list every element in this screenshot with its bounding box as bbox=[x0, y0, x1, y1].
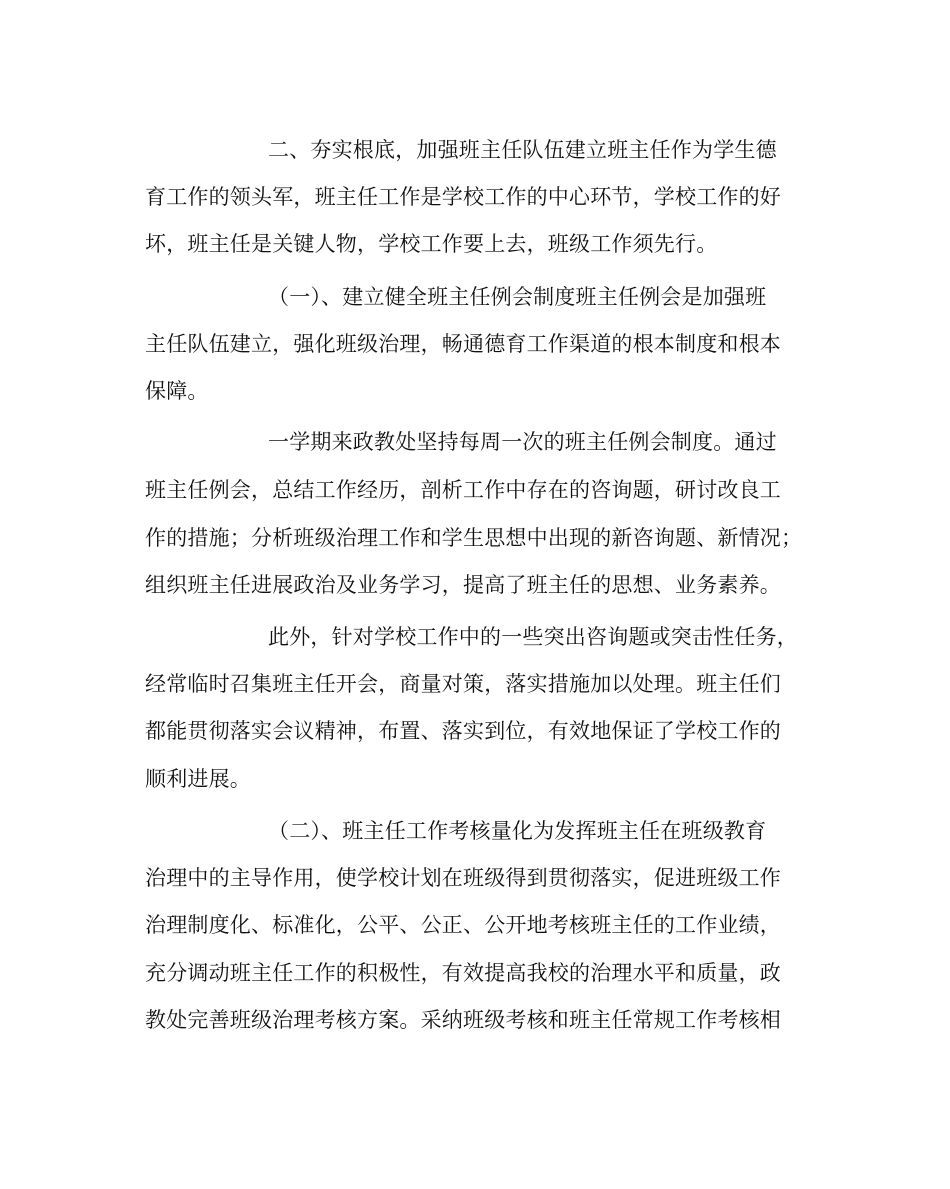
text-line: 顺利进展。 bbox=[145, 767, 251, 791]
text-line: 经常临时召集班主任开会，商量对策，落实措施加以处理。班主任们 bbox=[145, 672, 781, 696]
text-line: 一学期来政教处坚持每周一次的班主任例会制度。通过 bbox=[268, 430, 777, 454]
text-line: 充分调动班主任工作的积极性，有效提高我校的治理水平和质量，政 bbox=[145, 961, 781, 985]
text-line: 育工作的领头军，班主任工作是学校工作的中心环节，学校工作的好 bbox=[145, 185, 781, 209]
text-line: 组织班主任进展政治及业务学习，提高了班主任的思想、业务素养。 bbox=[145, 573, 781, 597]
text-line: 坏，班主任是关键人物，学校工作要上去，班级工作须先行。 bbox=[145, 232, 718, 256]
text-line: 作的措施；分析班级治理工作和学生思想中出现的新咨询题、新情况； bbox=[145, 526, 803, 550]
text-line: 教处完善班级治理考核方案。采纳班级考核和班主任常规工作考核相 bbox=[145, 1008, 781, 1032]
text-line: 治理中的主导作用，使学校计划在班级得到贯彻落实，促进班级工作 bbox=[145, 866, 781, 890]
text-line: 治理制度化、标准化，公平、公正、公开地考核班主任的工作业绩， bbox=[145, 913, 781, 937]
text-line: 主任队伍建立，强化班级治理，畅通德育工作渠道的根本制度和根本 bbox=[145, 332, 781, 356]
text-line: 都能贯彻落实会议精神，布置、落实到位，有效地保证了学校工作的 bbox=[145, 719, 781, 743]
text-line: 保障。 bbox=[145, 379, 209, 403]
text-line: （二）、班主任工作考核量化为发挥班主任在班级教育 bbox=[268, 819, 767, 843]
text-line: 班主任例会，总结工作经历，剖析工作中存在的咨询题，研讨改良工 bbox=[145, 478, 781, 502]
text-line: 此外，针对学校工作中的一些突出咨询题或突击性任务， bbox=[268, 625, 798, 649]
text-line: （一）、建立健全班主任例会制度班主任例会是加强班 bbox=[268, 285, 767, 309]
text-line: 二、夯实根底，加强班主任队伍建立班主任作为学生德 bbox=[268, 138, 777, 162]
